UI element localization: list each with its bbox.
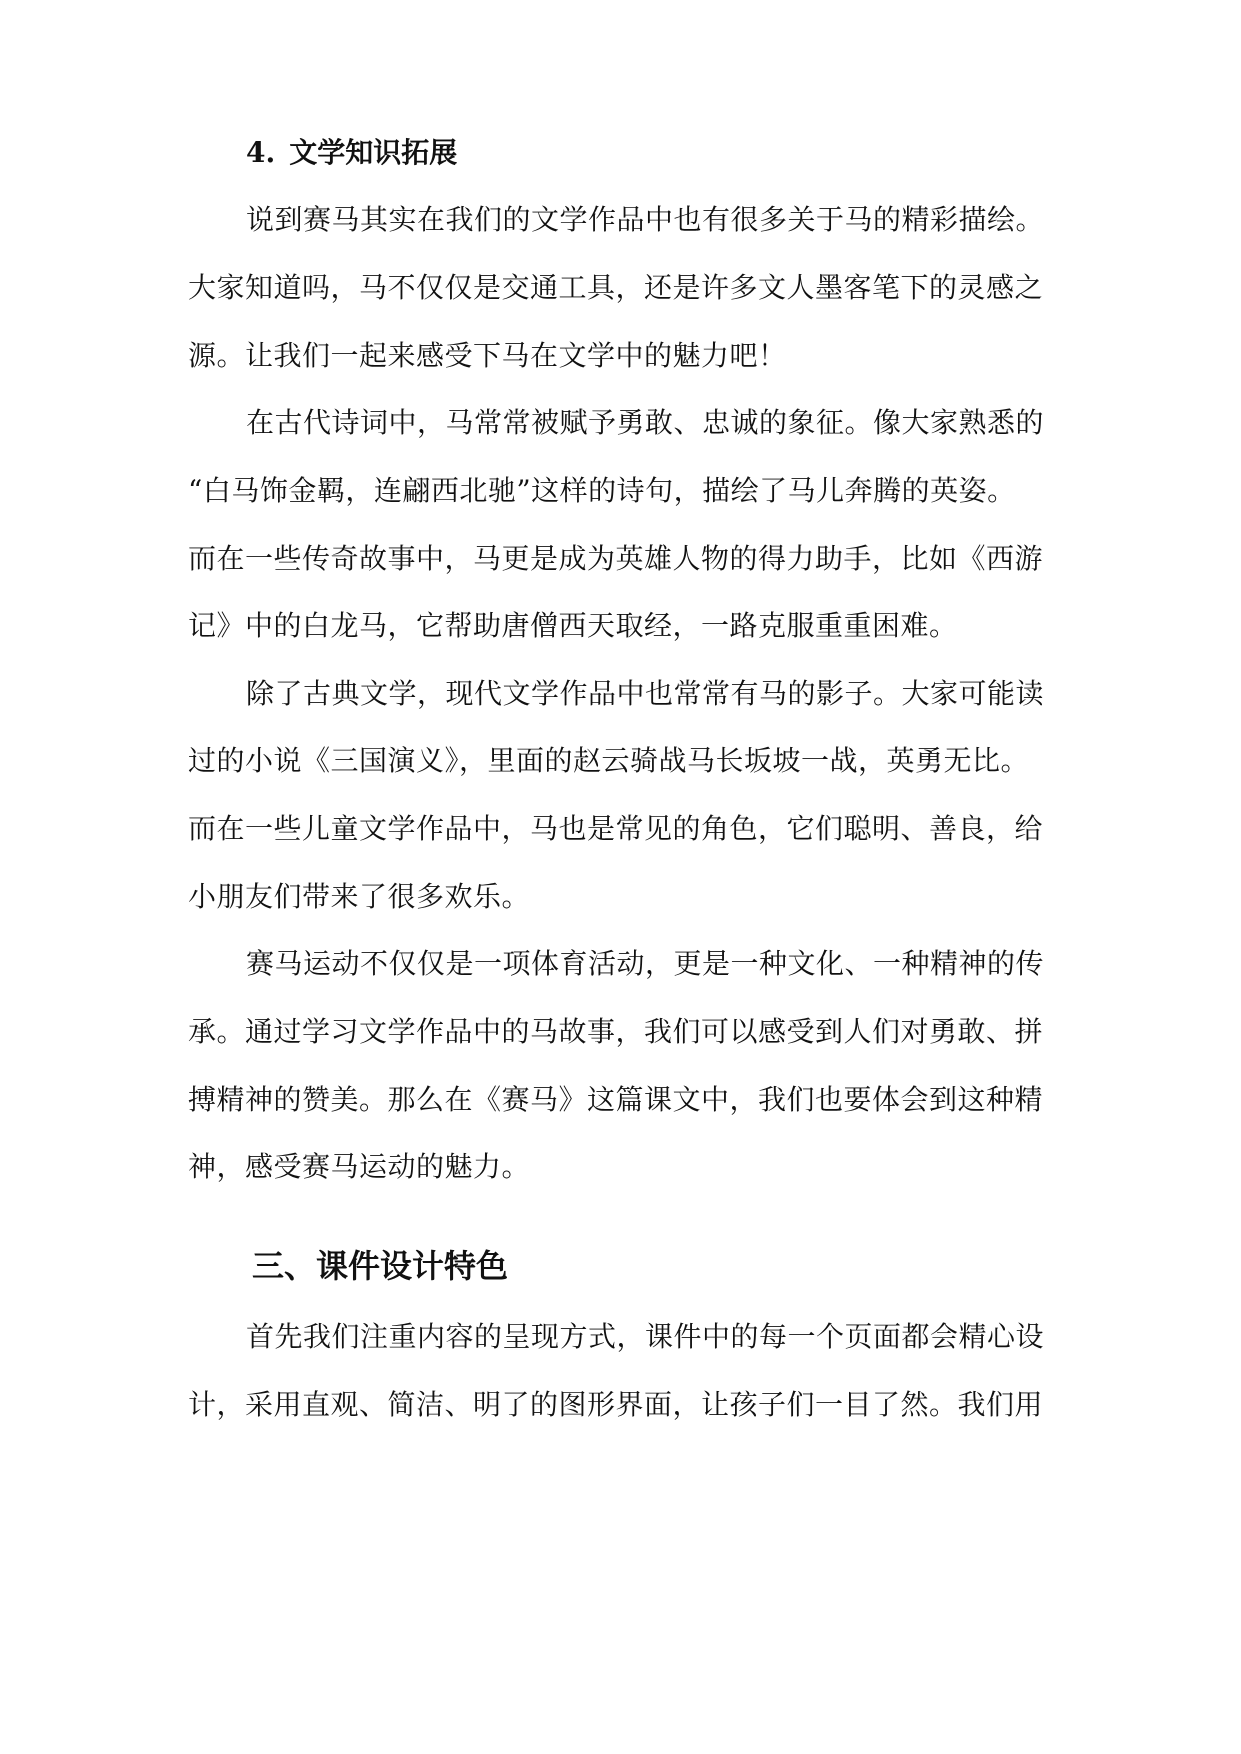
paragraph-4-line-2: 承。通过学习文学作品中的马故事，我们可以感受到人们对勇敢、拼 bbox=[188, 1015, 1044, 1048]
paragraph-2-line-2: “白马饰金羁，连翩西北驰”这样的诗句，描绘了马儿奔腾的英姿。 bbox=[188, 474, 1016, 507]
paragraph-4-line-4: 神，感受赛马运动的魅力。 bbox=[188, 1150, 531, 1183]
paragraph-2-line-4: 记》中的白龙马，它帮助唐僧西天取经，一路克服重重困难。 bbox=[188, 609, 958, 642]
section-3-line-1: 首先我们注重内容的呈现方式，课件中的每一个页面都会精心设 bbox=[246, 1320, 1045, 1353]
paragraph-1-line-2: 大家知道吗，马不仅仅是交通工具，还是许多文人墨客笔下的灵感之 bbox=[188, 271, 1044, 304]
paragraph-4-line-3: 搏精神的赞美。那么在《赛马》这篇课文中，我们也要体会到这种精 bbox=[188, 1083, 1044, 1116]
section-4-number: 4. bbox=[246, 136, 276, 169]
paragraph-3-line-1: 除了古典文学，现代文学作品中也常常有马的影子。大家可能读 bbox=[246, 677, 1045, 710]
paragraph-3-line-2: 过的小说《三国演义》，里面的赵云骑战马长坂坡一战，英勇无比。 bbox=[188, 744, 1030, 777]
section-3-line-2: 计，采用直观、简洁、明了的图形界面，让孩子们一目了然。我们用 bbox=[188, 1388, 1044, 1421]
paragraph-2-line-1: 在古代诗词中，马常常被赋予勇敢、忠诚的象征。像大家熟悉的 bbox=[246, 406, 1045, 439]
paragraph-3-line-3: 而在一些儿童文学作品中，马也是常见的角色，它们聪明、善良，给 bbox=[188, 812, 1044, 845]
paragraph-2-line-3: 而在一些传奇故事中，马更是成为英雄人物的得力助手，比如《西游 bbox=[188, 542, 1044, 575]
paragraph-3-line-4: 小朋友们带来了很多欢乐。 bbox=[188, 880, 531, 913]
paragraph-4-line-1: 赛马运动不仅仅是一项体育活动，更是一种文化、一种精神的传 bbox=[246, 947, 1045, 980]
paragraph-1-line-1: 说到赛马其实在我们的文学作品中也有很多关于马的精彩描绘。 bbox=[246, 203, 1045, 236]
section-4-title: 文学知识拓展 bbox=[289, 136, 458, 169]
section-4-heading bbox=[246, 133, 457, 173]
section-3-heading: 三、课件设计特色 bbox=[252, 1247, 509, 1285]
paragraph-1-line-3: 源。让我们一起来感受下马在文学中的魅力吧！ bbox=[188, 339, 787, 372]
